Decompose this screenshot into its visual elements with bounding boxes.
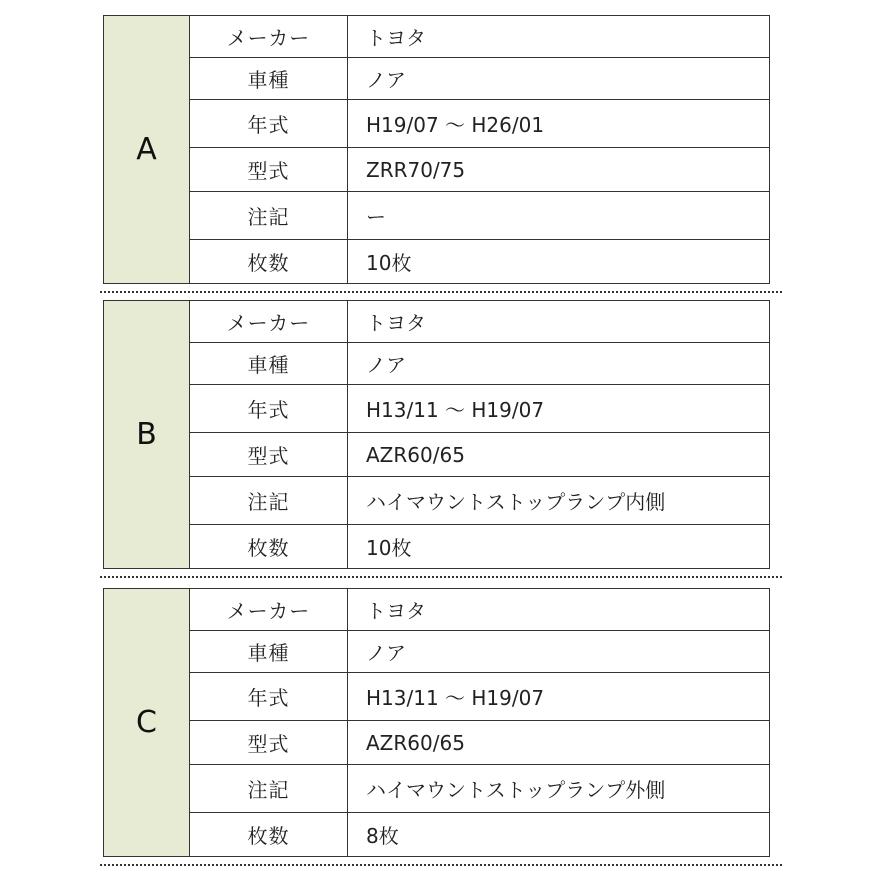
row-value: 10枚 [366,536,412,560]
row-value: トヨタ [366,311,426,335]
table-row [190,813,769,856]
row-label: 年式 [190,673,348,720]
block-letter: B [104,301,190,568]
row-label: メーカー [190,301,348,342]
dotted-separator [100,864,782,866]
table-row [190,721,769,765]
row-value: H13/11 〜 H19/07 [366,686,545,710]
table-row [190,673,769,721]
row-label: 年式 [190,100,348,147]
table-row [190,631,769,673]
row-label: 枚数 [190,813,348,856]
table-row [190,525,769,568]
row-label: 車種 [190,631,348,672]
row-label: 車種 [190,58,348,99]
spec-table-c [103,588,770,857]
row-value: ノア [366,353,406,377]
table-row [190,301,769,343]
block-letter: C [104,589,190,856]
row-value: H13/11 〜 H19/07 [366,398,545,422]
row-value: 8枚 [366,824,399,848]
table-row [190,765,769,813]
row-label: 型式 [190,721,348,764]
row-value: ZRR70/75 [366,157,466,182]
row-value: AZR60/65 [366,442,465,467]
row-value: トヨタ [366,26,426,50]
table-row [190,385,769,433]
table-row [190,100,769,148]
table-row [190,192,769,240]
spec-rows [190,16,769,283]
row-value: ノア [366,641,406,665]
dotted-separator [100,576,782,578]
table-row [190,433,769,477]
dotted-separator [100,291,782,293]
row-value: 10枚 [366,251,412,275]
spec-table-a [103,15,770,284]
row-label: 型式 [190,148,348,191]
table-row [190,589,769,631]
block-letter: A [104,16,190,283]
row-value: ハイマウントストップランプ外側 [366,778,666,802]
table-row [190,240,769,283]
spec-rows [190,301,769,568]
row-label: 注記 [190,192,348,239]
table-row [190,477,769,525]
row-label: 注記 [190,765,348,812]
row-value: トヨタ [366,599,426,623]
row-value: AZR60/65 [366,730,465,755]
row-label: 枚数 [190,525,348,568]
table-row [190,16,769,58]
row-value: ノア [366,68,406,92]
row-label: 注記 [190,477,348,524]
row-label: 年式 [190,385,348,432]
row-label: メーカー [190,16,348,57]
row-label: 車種 [190,343,348,384]
row-value: ハイマウントストップランプ内側 [366,490,666,514]
table-row [190,58,769,100]
spec-table-b [103,300,770,569]
spec-rows [190,589,769,856]
table-row [190,343,769,385]
row-label: 枚数 [190,240,348,283]
row-label: メーカー [190,589,348,630]
row-value: ー [366,205,386,229]
row-label: 型式 [190,433,348,476]
table-row [190,148,769,192]
row-value: H19/07 〜 H26/01 [366,113,545,137]
